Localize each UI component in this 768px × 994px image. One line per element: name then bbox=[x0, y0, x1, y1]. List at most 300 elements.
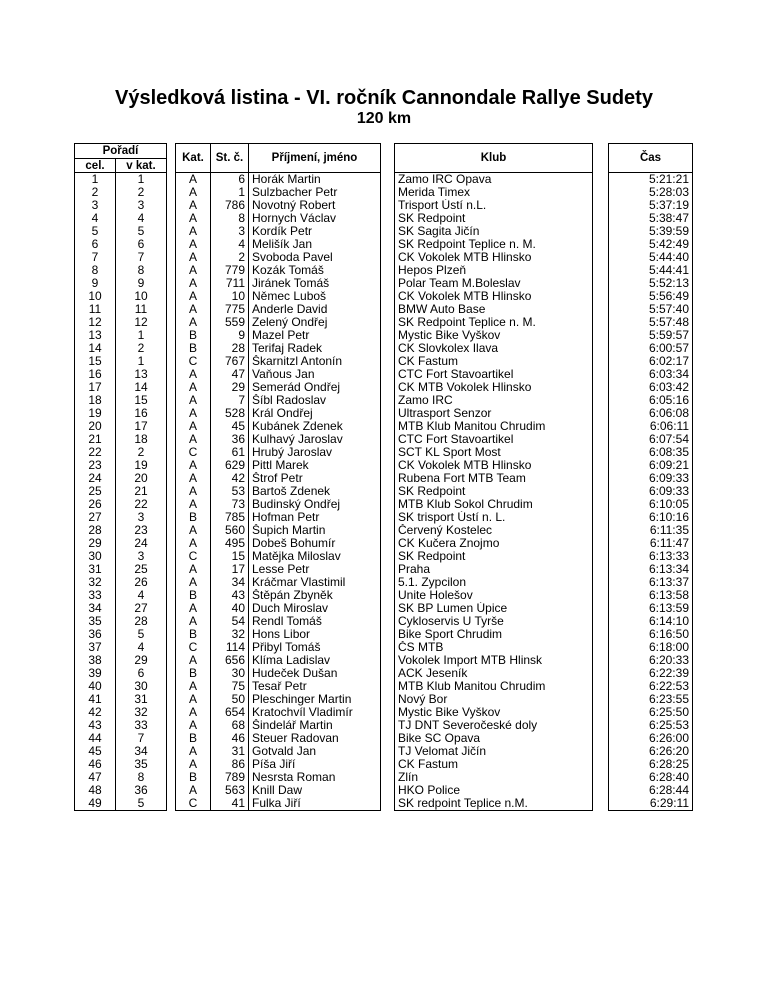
table-row bbox=[75, 355, 693, 368]
cell-vkat: 16 bbox=[116, 407, 167, 420]
table-row bbox=[75, 719, 693, 732]
cell-cas: 5:52:13 bbox=[609, 277, 693, 290]
table-row bbox=[75, 680, 693, 693]
cell-name: Hrubý Jaroslav bbox=[249, 446, 381, 459]
table-row bbox=[75, 693, 693, 706]
cell-cel: 5 bbox=[75, 225, 116, 238]
cell-kat: A bbox=[176, 290, 211, 303]
cell-kat: A bbox=[176, 186, 211, 199]
table-row bbox=[75, 472, 693, 485]
cell-vkat: 14 bbox=[116, 381, 167, 394]
header-vkat: v kat. bbox=[116, 159, 167, 173]
cell-kat: A bbox=[176, 719, 211, 732]
cell-cas: 6:00:57 bbox=[609, 342, 693, 355]
cell-name: Svoboda Pavel bbox=[249, 251, 381, 264]
cell-cel: 20 bbox=[75, 420, 116, 433]
cell-cel: 25 bbox=[75, 485, 116, 498]
cell-st: 3 bbox=[211, 225, 249, 238]
cell-vkat: 35 bbox=[116, 758, 167, 771]
cell-kat: A bbox=[176, 654, 211, 667]
cell-kat: A bbox=[176, 706, 211, 719]
cell-cel: 11 bbox=[75, 303, 116, 316]
cell-name: Štěpán Zbyněk bbox=[249, 589, 381, 602]
cell-name: Tesař Petr bbox=[249, 680, 381, 693]
cell-kat: A bbox=[176, 693, 211, 706]
table-row bbox=[75, 316, 693, 329]
cell-kat: A bbox=[176, 472, 211, 485]
cell-name: Pittl Marek bbox=[249, 459, 381, 472]
cell-name: Sulzbacher Petr bbox=[249, 186, 381, 199]
cell-vkat: 31 bbox=[116, 693, 167, 706]
cell-klub: SK Sagita Jičín bbox=[395, 225, 593, 238]
cell-vkat: 11 bbox=[116, 303, 167, 316]
cell-vkat: 27 bbox=[116, 602, 167, 615]
cell-kat: A bbox=[176, 420, 211, 433]
table-row bbox=[75, 706, 693, 719]
cell-st: 7 bbox=[211, 394, 249, 407]
cell-vkat: 1 bbox=[116, 173, 167, 187]
cell-cas: 6:13:59 bbox=[609, 602, 693, 615]
cell-klub: SK Redpoint Teplice n. M. bbox=[395, 238, 593, 251]
cell-st: 40 bbox=[211, 602, 249, 615]
cell-name: Kratochvíl Vladimír bbox=[249, 706, 381, 719]
cell-klub: Hepos Plzeň bbox=[395, 264, 593, 277]
cell-klub: Cykloservis U Tyrše bbox=[395, 615, 593, 628]
table-row bbox=[75, 524, 693, 537]
cell-cas: 5:57:48 bbox=[609, 316, 693, 329]
cell-kat: C bbox=[176, 446, 211, 459]
cell-st: 786 bbox=[211, 199, 249, 212]
cell-kat: A bbox=[176, 680, 211, 693]
cell-cas: 6:28:25 bbox=[609, 758, 693, 771]
cell-vkat: 15 bbox=[116, 394, 167, 407]
cell-kat: C bbox=[176, 550, 211, 563]
cell-vkat: 20 bbox=[116, 472, 167, 485]
cell-name: Semerád Ondřej bbox=[249, 381, 381, 394]
cell-st: 560 bbox=[211, 524, 249, 537]
cell-name: Zelený Ondřej bbox=[249, 316, 381, 329]
cell-klub: MTB Klub Sokol Chrudim bbox=[395, 498, 593, 511]
cell-cas: 6:02:17 bbox=[609, 355, 693, 368]
cell-st: 767 bbox=[211, 355, 249, 368]
cell-vkat: 9 bbox=[116, 277, 167, 290]
cell-cas: 6:13:58 bbox=[609, 589, 693, 602]
cell-cas: 6:20:33 bbox=[609, 654, 693, 667]
cell-cas: 6:13:34 bbox=[609, 563, 693, 576]
cell-st: 711 bbox=[211, 277, 249, 290]
cell-kat: C bbox=[176, 797, 211, 811]
table-row bbox=[75, 368, 693, 381]
cell-klub: Polar Team M.Boleslav bbox=[395, 277, 593, 290]
table-row bbox=[75, 420, 693, 433]
cell-name: Píša Jiří bbox=[249, 758, 381, 771]
cell-cas: 6:10:05 bbox=[609, 498, 693, 511]
cell-cas: 5:39:59 bbox=[609, 225, 693, 238]
table-row bbox=[75, 485, 693, 498]
cell-name: Steuer Radovan bbox=[249, 732, 381, 745]
cell-name: Hons Libor bbox=[249, 628, 381, 641]
cell-klub: Merida Timex bbox=[395, 186, 593, 199]
cell-cel: 14 bbox=[75, 342, 116, 355]
cell-vkat: 2 bbox=[116, 446, 167, 459]
cell-cas: 6:06:11 bbox=[609, 420, 693, 433]
cell-vkat: 3 bbox=[116, 550, 167, 563]
table-row bbox=[75, 641, 693, 654]
cell-st: 32 bbox=[211, 628, 249, 641]
cell-st: 30 bbox=[211, 667, 249, 680]
cell-klub: Zamo IRC Opava bbox=[395, 173, 593, 187]
cell-kat: A bbox=[176, 199, 211, 212]
cell-st: 28 bbox=[211, 342, 249, 355]
cell-cas: 6:08:35 bbox=[609, 446, 693, 459]
cell-vkat: 4 bbox=[116, 212, 167, 225]
cell-cas: 5:44:40 bbox=[609, 251, 693, 264]
cell-cel: 28 bbox=[75, 524, 116, 537]
cell-cel: 34 bbox=[75, 602, 116, 615]
cell-cas: 6:11:35 bbox=[609, 524, 693, 537]
cell-klub: SK Redpoint bbox=[395, 485, 593, 498]
cell-kat: A bbox=[176, 537, 211, 550]
cell-klub: SK BP Lumen Úpice bbox=[395, 602, 593, 615]
cell-name: Kráčmar Vlastimil bbox=[249, 576, 381, 589]
cell-cas: 5:56:49 bbox=[609, 290, 693, 303]
cell-st: 495 bbox=[211, 537, 249, 550]
cell-name: Škarnitzl Antonín bbox=[249, 355, 381, 368]
cell-st: 15 bbox=[211, 550, 249, 563]
cell-name: Přibyl Tomáš bbox=[249, 641, 381, 654]
cell-kat: A bbox=[176, 264, 211, 277]
cell-vkat: 8 bbox=[116, 771, 167, 784]
cell-cas: 5:38:47 bbox=[609, 212, 693, 225]
cell-st: 17 bbox=[211, 563, 249, 576]
table-row bbox=[75, 498, 693, 511]
cell-klub: Zamo IRC bbox=[395, 394, 593, 407]
cell-kat: A bbox=[176, 485, 211, 498]
cell-st: 75 bbox=[211, 680, 249, 693]
cell-vkat: 2 bbox=[116, 186, 167, 199]
cell-cel: 23 bbox=[75, 459, 116, 472]
cell-cel: 39 bbox=[75, 667, 116, 680]
cell-name: Matějka Miloslav bbox=[249, 550, 381, 563]
cell-name: Mazel Petr bbox=[249, 329, 381, 342]
cell-kat: B bbox=[176, 628, 211, 641]
cell-vkat: 6 bbox=[116, 667, 167, 680]
cell-st: 68 bbox=[211, 719, 249, 732]
cell-cel: 9 bbox=[75, 277, 116, 290]
cell-st: 4 bbox=[211, 238, 249, 251]
cell-kat: B bbox=[176, 771, 211, 784]
cell-klub: SK redpoint Teplice n.M. bbox=[395, 797, 593, 811]
cell-name: Kubánek Zdenek bbox=[249, 420, 381, 433]
header-cas: Čas bbox=[609, 144, 693, 173]
cell-cas: 6:03:34 bbox=[609, 368, 693, 381]
cell-klub: SCT KL Sport Most bbox=[395, 446, 593, 459]
table-row bbox=[75, 173, 693, 187]
cell-cas: 6:10:16 bbox=[609, 511, 693, 524]
cell-name: Nesrsta Roman bbox=[249, 771, 381, 784]
cell-cel: 1 bbox=[75, 173, 116, 187]
cell-kat: B bbox=[176, 342, 211, 355]
cell-kat: A bbox=[176, 758, 211, 771]
cell-kat: A bbox=[176, 576, 211, 589]
table-row bbox=[75, 602, 693, 615]
cell-name: Štrof Petr bbox=[249, 472, 381, 485]
cell-vkat: 12 bbox=[116, 316, 167, 329]
cell-name: Šupich Martin bbox=[249, 524, 381, 537]
cell-cel: 7 bbox=[75, 251, 116, 264]
cell-klub: Rubena Fort MTB Team bbox=[395, 472, 593, 485]
cell-cas: 6:28:44 bbox=[609, 784, 693, 797]
cell-vkat: 8 bbox=[116, 264, 167, 277]
cell-klub: BMW Auto Base bbox=[395, 303, 593, 316]
cell-cel: 42 bbox=[75, 706, 116, 719]
cell-name: Horák Martin bbox=[249, 173, 381, 187]
cell-vkat: 34 bbox=[116, 745, 167, 758]
cell-kat: A bbox=[176, 238, 211, 251]
cell-cas: 6:11:47 bbox=[609, 537, 693, 550]
cell-cel: 41 bbox=[75, 693, 116, 706]
cell-cas: 6:23:55 bbox=[609, 693, 693, 706]
cell-cas: 6:28:40 bbox=[609, 771, 693, 784]
cell-kat: A bbox=[176, 433, 211, 446]
cell-kat: A bbox=[176, 277, 211, 290]
cell-klub: Bike Sport Chrudim bbox=[395, 628, 593, 641]
cell-name: Pleschinger Martin bbox=[249, 693, 381, 706]
cell-st: 785 bbox=[211, 511, 249, 524]
cell-vkat: 19 bbox=[116, 459, 167, 472]
cell-st: 36 bbox=[211, 433, 249, 446]
cell-kat: A bbox=[176, 459, 211, 472]
cell-vkat: 1 bbox=[116, 329, 167, 342]
cell-st: 6 bbox=[211, 173, 249, 187]
cell-cel: 27 bbox=[75, 511, 116, 524]
cell-cas: 6:26:00 bbox=[609, 732, 693, 745]
cell-st: 8 bbox=[211, 212, 249, 225]
cell-cel: 46 bbox=[75, 758, 116, 771]
cell-cel: 37 bbox=[75, 641, 116, 654]
cell-cas: 6:13:37 bbox=[609, 576, 693, 589]
cell-st: 31 bbox=[211, 745, 249, 758]
cell-kat: C bbox=[176, 641, 211, 654]
cell-vkat: 21 bbox=[116, 485, 167, 498]
cell-name: Šíbl Radoslav bbox=[249, 394, 381, 407]
cell-vkat: 23 bbox=[116, 524, 167, 537]
cell-st: 43 bbox=[211, 589, 249, 602]
cell-cas: 6:07:54 bbox=[609, 433, 693, 446]
cell-st: 2 bbox=[211, 251, 249, 264]
cell-kat: A bbox=[176, 407, 211, 420]
cell-kat: A bbox=[176, 745, 211, 758]
table-row bbox=[75, 771, 693, 784]
cell-cel: 21 bbox=[75, 433, 116, 446]
cell-vkat: 36 bbox=[116, 784, 167, 797]
cell-name: Rendl Tomáš bbox=[249, 615, 381, 628]
cell-cel: 35 bbox=[75, 615, 116, 628]
cell-cas: 5:59:57 bbox=[609, 329, 693, 342]
cell-cas: 6:22:53 bbox=[609, 680, 693, 693]
cell-st: 775 bbox=[211, 303, 249, 316]
cell-kat: B bbox=[176, 511, 211, 524]
header-name: Příjmení, jméno bbox=[249, 144, 381, 173]
table-row bbox=[75, 199, 693, 212]
cell-name: Lesse Petr bbox=[249, 563, 381, 576]
cell-kat: A bbox=[176, 784, 211, 797]
cell-kat: A bbox=[176, 303, 211, 316]
table-row bbox=[75, 797, 693, 811]
cell-cel: 6 bbox=[75, 238, 116, 251]
cell-vkat: 24 bbox=[116, 537, 167, 550]
cell-vkat: 33 bbox=[116, 719, 167, 732]
cell-cas: 5:21:21 bbox=[609, 173, 693, 187]
cell-name: Fulka Jiří bbox=[249, 797, 381, 811]
cell-kat: A bbox=[176, 368, 211, 381]
cell-cel: 2 bbox=[75, 186, 116, 199]
cell-kat: A bbox=[176, 524, 211, 537]
table-row bbox=[75, 186, 693, 199]
cell-vkat: 29 bbox=[116, 654, 167, 667]
cell-cas: 6:18:00 bbox=[609, 641, 693, 654]
cell-cas: 6:22:39 bbox=[609, 667, 693, 680]
cell-cel: 36 bbox=[75, 628, 116, 641]
results-body bbox=[75, 173, 693, 811]
cell-name: Gotvald Jan bbox=[249, 745, 381, 758]
cell-cel: 38 bbox=[75, 654, 116, 667]
cell-kat: A bbox=[176, 615, 211, 628]
cell-name: Melišík Jan bbox=[249, 238, 381, 251]
cell-vkat: 25 bbox=[116, 563, 167, 576]
cell-cas: 6:03:42 bbox=[609, 381, 693, 394]
cell-st: 656 bbox=[211, 654, 249, 667]
cell-st: 789 bbox=[211, 771, 249, 784]
cell-vkat: 7 bbox=[116, 732, 167, 745]
cell-cas: 5:28:03 bbox=[609, 186, 693, 199]
cell-st: 73 bbox=[211, 498, 249, 511]
cell-klub: SK trisport Ústí n. L. bbox=[395, 511, 593, 524]
cell-klub: CK Slovkolex Ilava bbox=[395, 342, 593, 355]
cell-vkat: 26 bbox=[116, 576, 167, 589]
cell-st: 559 bbox=[211, 316, 249, 329]
cell-cas: 6:09:21 bbox=[609, 459, 693, 472]
cell-klub: ČS MTB bbox=[395, 641, 593, 654]
cell-cel: 18 bbox=[75, 394, 116, 407]
cell-cas: 6:25:50 bbox=[609, 706, 693, 719]
table-row bbox=[75, 745, 693, 758]
cell-name: Kozák Tomáš bbox=[249, 264, 381, 277]
table-row bbox=[75, 290, 693, 303]
cell-klub: CK Vokolek MTB Hlinsko bbox=[395, 459, 593, 472]
header-klub: Klub bbox=[395, 144, 593, 173]
header-cel: cel. bbox=[75, 159, 116, 173]
cell-st: 34 bbox=[211, 576, 249, 589]
cell-vkat: 10 bbox=[116, 290, 167, 303]
table-row bbox=[75, 329, 693, 342]
cell-st: 61 bbox=[211, 446, 249, 459]
cell-klub: CK Vokolek MTB Hlinsko bbox=[395, 251, 593, 264]
cell-st: 50 bbox=[211, 693, 249, 706]
cell-vkat: 4 bbox=[116, 641, 167, 654]
table-row bbox=[75, 589, 693, 602]
cell-name: Knill Daw bbox=[249, 784, 381, 797]
cell-cas: 5:42:49 bbox=[609, 238, 693, 251]
cell-cel: 49 bbox=[75, 797, 116, 811]
cell-cas: 5:37:19 bbox=[609, 199, 693, 212]
table-row bbox=[75, 251, 693, 264]
cell-vkat: 22 bbox=[116, 498, 167, 511]
table-row bbox=[75, 225, 693, 238]
table-row bbox=[75, 667, 693, 680]
cell-cas: 6:09:33 bbox=[609, 485, 693, 498]
cell-name: Kordík Petr bbox=[249, 225, 381, 238]
table-row bbox=[75, 563, 693, 576]
cell-name: Jiránek Tomáš bbox=[249, 277, 381, 290]
cell-cel: 43 bbox=[75, 719, 116, 732]
cell-vkat: 30 bbox=[116, 680, 167, 693]
cell-kat: B bbox=[176, 732, 211, 745]
cell-st: 114 bbox=[211, 641, 249, 654]
cell-vkat: 32 bbox=[116, 706, 167, 719]
cell-kat: A bbox=[176, 602, 211, 615]
cell-klub: Trisport Ústí n.L. bbox=[395, 199, 593, 212]
cell-klub: 5.1. Zypcilon bbox=[395, 576, 593, 589]
cell-klub: Červený Kostelec bbox=[395, 524, 593, 537]
cell-klub: CK Fastum bbox=[395, 758, 593, 771]
cell-cel: 32 bbox=[75, 576, 116, 589]
table-row bbox=[75, 446, 693, 459]
cell-name: Anderle David bbox=[249, 303, 381, 316]
cell-kat: A bbox=[176, 316, 211, 329]
cell-cel: 12 bbox=[75, 316, 116, 329]
cell-cas: 6:25:53 bbox=[609, 719, 693, 732]
table-row bbox=[75, 654, 693, 667]
cell-name: Hudeček Dušan bbox=[249, 667, 381, 680]
cell-kat: A bbox=[176, 212, 211, 225]
cell-cel: 19 bbox=[75, 407, 116, 420]
cell-klub: Praha bbox=[395, 563, 593, 576]
cell-kat: A bbox=[176, 498, 211, 511]
page-subtitle: 120 km bbox=[356, 110, 412, 127]
cell-vkat: 3 bbox=[116, 199, 167, 212]
cell-name: Kulhavý Jaroslav bbox=[249, 433, 381, 446]
cell-name: Klíma Ladislav bbox=[249, 654, 381, 667]
cell-cel: 40 bbox=[75, 680, 116, 693]
table-row bbox=[75, 264, 693, 277]
cell-cas: 6:13:33 bbox=[609, 550, 693, 563]
cell-klub: CTC Fort Stavoartikel bbox=[395, 368, 593, 381]
cell-st: 54 bbox=[211, 615, 249, 628]
cell-cel: 10 bbox=[75, 290, 116, 303]
cell-klub: CK MTB Vokolek Hlinsko bbox=[395, 381, 593, 394]
table-row bbox=[75, 303, 693, 316]
cell-klub: Zlín bbox=[395, 771, 593, 784]
cell-cel: 48 bbox=[75, 784, 116, 797]
cell-klub: HKO Police bbox=[395, 784, 593, 797]
cell-klub: TJ DNT Severočeské doly bbox=[395, 719, 593, 732]
cell-cel: 30 bbox=[75, 550, 116, 563]
cell-st: 654 bbox=[211, 706, 249, 719]
cell-st: 629 bbox=[211, 459, 249, 472]
cell-klub: Vokolek Import MTB Hlinsk bbox=[395, 654, 593, 667]
cell-st: 47 bbox=[211, 368, 249, 381]
cell-klub: Mystic Bike Vyškov bbox=[395, 329, 593, 342]
cell-klub: MTB Klub Manitou Chrudim bbox=[395, 420, 593, 433]
cell-name: Novotný Robert bbox=[249, 199, 381, 212]
cell-st: 9 bbox=[211, 329, 249, 342]
cell-vkat: 1 bbox=[116, 355, 167, 368]
cell-cas: 6:06:08 bbox=[609, 407, 693, 420]
cell-cel: 13 bbox=[75, 329, 116, 342]
cell-klub: CTC Fort Stavoartikel bbox=[395, 433, 593, 446]
header-kat: Kat. bbox=[176, 144, 211, 173]
